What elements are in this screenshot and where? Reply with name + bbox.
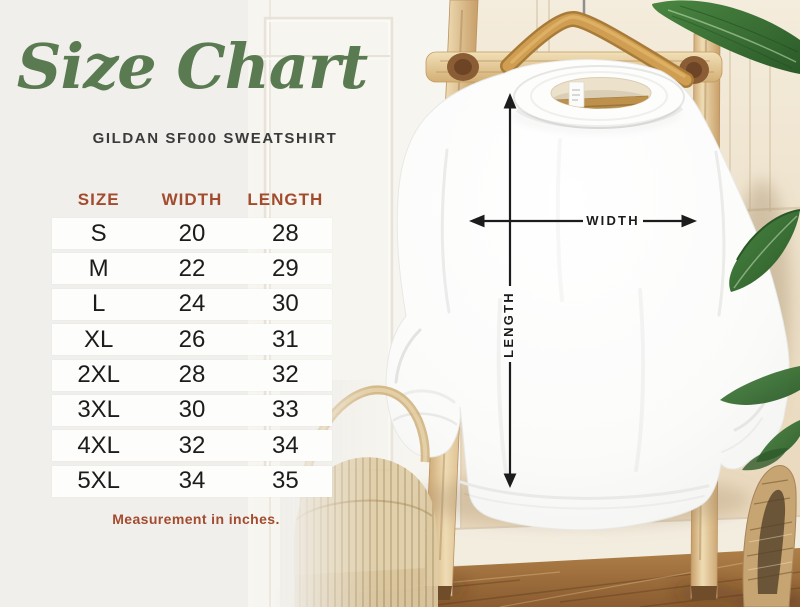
length-cell: 28 xyxy=(271,219,299,247)
length-cell: 31 xyxy=(271,325,299,353)
size-table xyxy=(52,190,332,501)
width-annotation-label: WIDTH xyxy=(586,213,640,228)
size-cell: XL xyxy=(83,325,114,353)
page-title: Size Chart xyxy=(16,30,368,103)
size-cell: 5XL xyxy=(77,467,121,495)
width-cell: 20 xyxy=(178,219,206,247)
width-cell: 28 xyxy=(178,361,206,389)
size-cell: S xyxy=(90,219,107,247)
table-row xyxy=(52,218,332,249)
width-cell: 30 xyxy=(178,396,206,424)
table-row xyxy=(52,253,332,284)
width-cell: 32 xyxy=(178,431,206,459)
width-cell: 22 xyxy=(178,254,206,282)
table-row xyxy=(52,430,332,461)
length-cell: 34 xyxy=(271,431,299,459)
length-cell: 35 xyxy=(271,467,299,495)
table-row xyxy=(52,289,332,320)
size-cell: 4XL xyxy=(77,431,121,459)
length-annotation-text: LENGTH xyxy=(500,290,516,358)
size-cell: 2XL xyxy=(77,361,121,389)
width-cell: 24 xyxy=(178,290,206,318)
width-cell: 34 xyxy=(178,467,206,495)
length-cell: 29 xyxy=(271,254,299,282)
length-cell: 32 xyxy=(271,361,299,389)
length-annotation-label xyxy=(482,292,534,356)
size-cell: 3XL xyxy=(77,396,121,424)
table-row xyxy=(52,360,332,391)
table-row xyxy=(52,324,332,355)
table-row xyxy=(52,395,332,426)
table-row xyxy=(52,466,332,497)
size-cell: M xyxy=(88,254,109,282)
width-cell: 26 xyxy=(178,325,206,353)
size-cell: L xyxy=(91,290,106,318)
page-subtitle: GILDAN SF000 SWEATSHIRT xyxy=(92,130,338,147)
length-cell: 30 xyxy=(271,290,299,318)
measurement-note: Measurement in inches. xyxy=(112,511,280,527)
header-cell-length: LENGTH xyxy=(247,190,324,209)
length-cell: 33 xyxy=(271,396,299,424)
table-header-row xyxy=(52,190,332,212)
header-cell-size: SIZE xyxy=(77,190,120,209)
header-cell-width: WIDTH xyxy=(161,190,223,209)
